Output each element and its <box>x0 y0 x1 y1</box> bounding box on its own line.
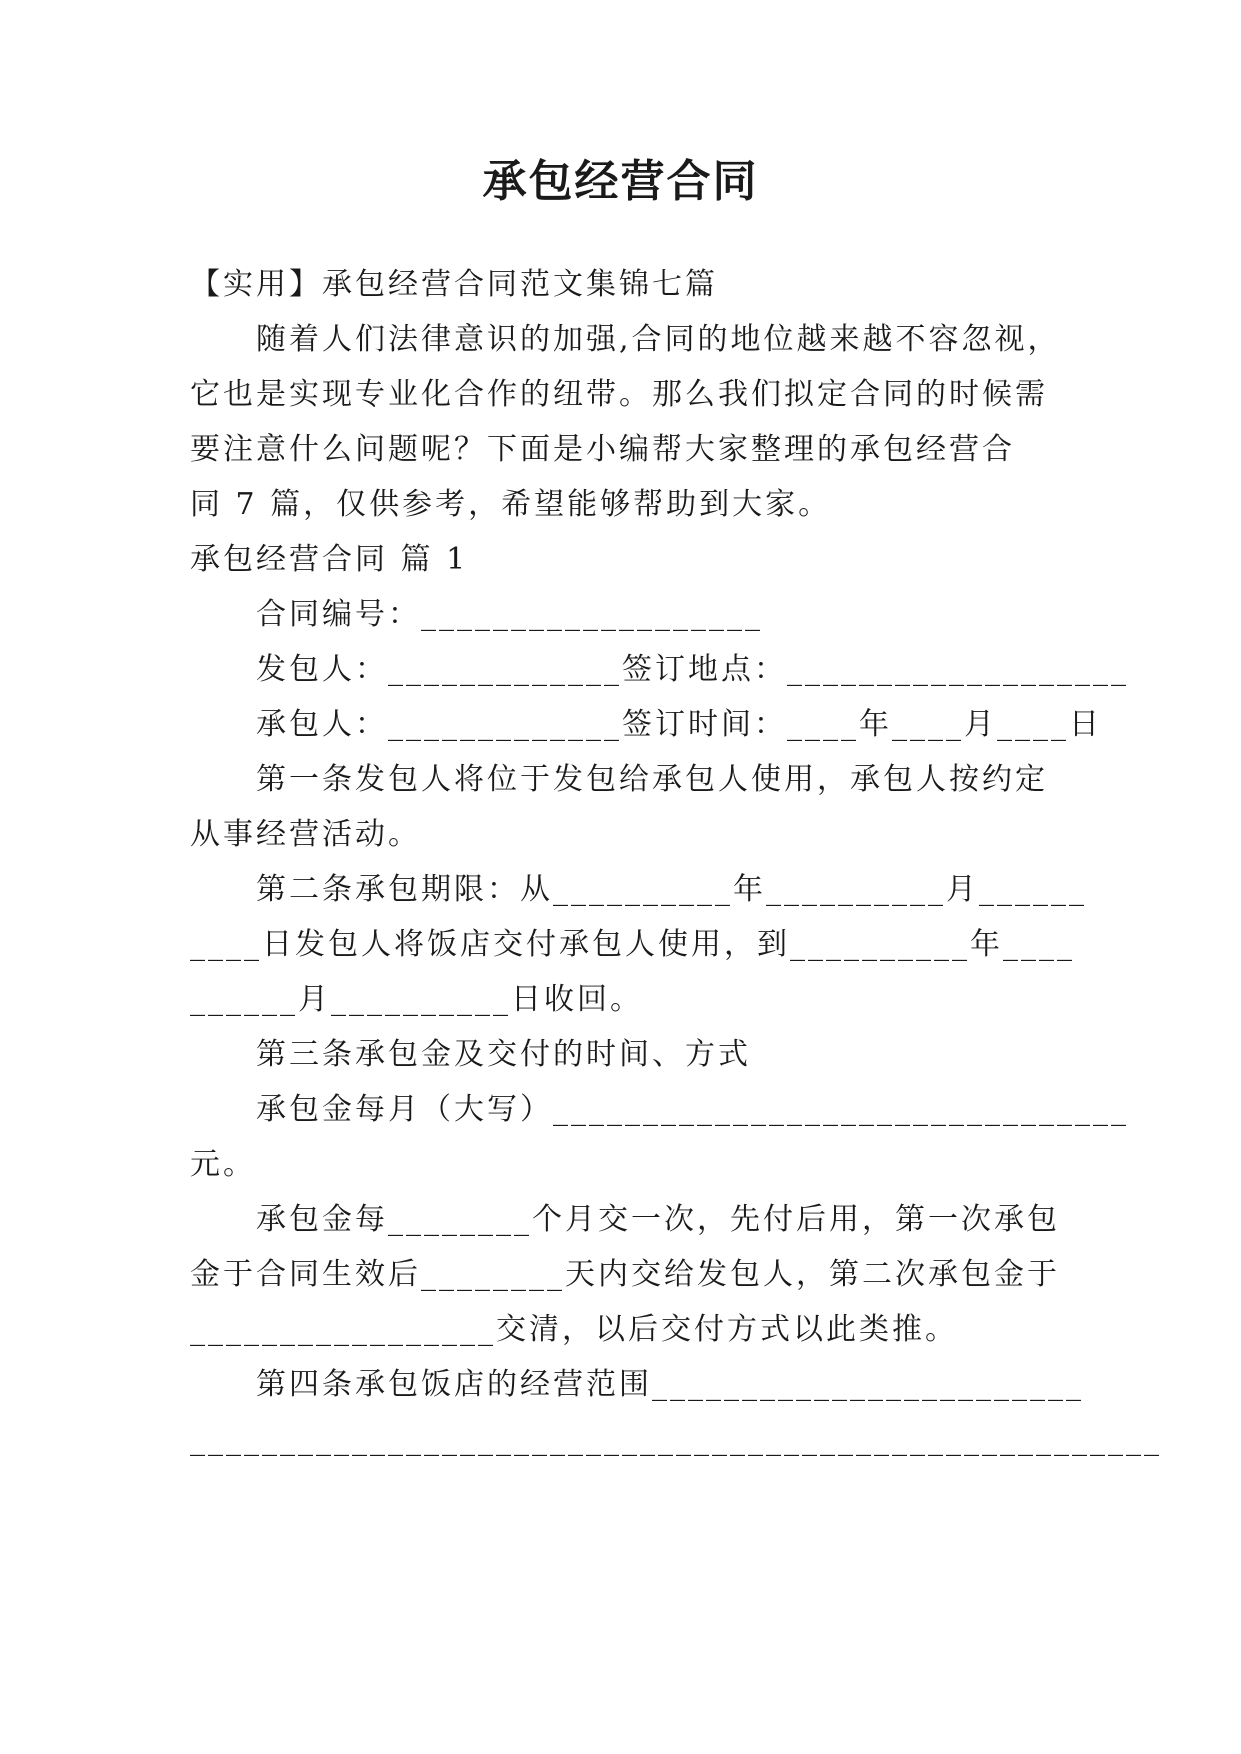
section-heading: 承包经营合同 篇 1 <box>190 542 469 577</box>
clause-line: 元。 <box>190 1147 256 1182</box>
clause-line: 从事经营活动。 <box>190 817 421 852</box>
paragraph-line: 同 7 篇，仅供参考，希望能够帮助到大家。 <box>190 487 832 522</box>
document-title: 承包经营合同 <box>482 156 759 207</box>
clause-line: 第四条承包饭店的经营范围________________________ <box>256 1367 1084 1402</box>
clause-line: 第一条发包人将位于发包给承包人使用，承包人按约定 <box>256 762 1048 797</box>
clause-line: ____日发包人将饭店交付承包人使用，到__________年____ <box>190 927 1075 962</box>
clause-line: _________________交清，以后交付方式以此类推。 <box>190 1312 958 1347</box>
clause-line: 承包金每月（大写）________________________________ <box>256 1092 1129 1127</box>
blank-line: ______________________________________________________ <box>190 1422 1162 1457</box>
clause-line: 第二条承包期限：从__________年__________月______ <box>256 872 1087 907</box>
contract-number-line: 合同编号：___________________ <box>256 597 763 632</box>
paragraph-line: 它也是实现专业化合作的纽带。那么我们拟定合同的时候需 <box>190 377 1048 412</box>
clause-line: 承包金每________个月交一次，先付后用，第一次承包 <box>256 1202 1060 1237</box>
clause-line: 第三条承包金及交付的时间、方式 <box>256 1037 751 1072</box>
contractor-line: 承包人：_____________签订时间：____年____月____日 <box>256 707 1102 742</box>
paragraph-line: 要注意什么问题呢？下面是小编帮大家整理的承包经营合 <box>190 432 1015 467</box>
issuer-line: 发包人：_____________签订地点：___________________ <box>256 652 1129 687</box>
clause-line: ______月__________日收回。 <box>190 982 643 1017</box>
paragraph-line: 随着人们法律意识的加强,合同的地位越来越不容忽视， <box>256 322 1061 357</box>
subtitle-line: 【实用】承包经营合同范文集锦七篇 <box>190 267 718 302</box>
clause-line: 金于合同生效后________天内交给发包人，第二次承包金于 <box>190 1257 1060 1292</box>
